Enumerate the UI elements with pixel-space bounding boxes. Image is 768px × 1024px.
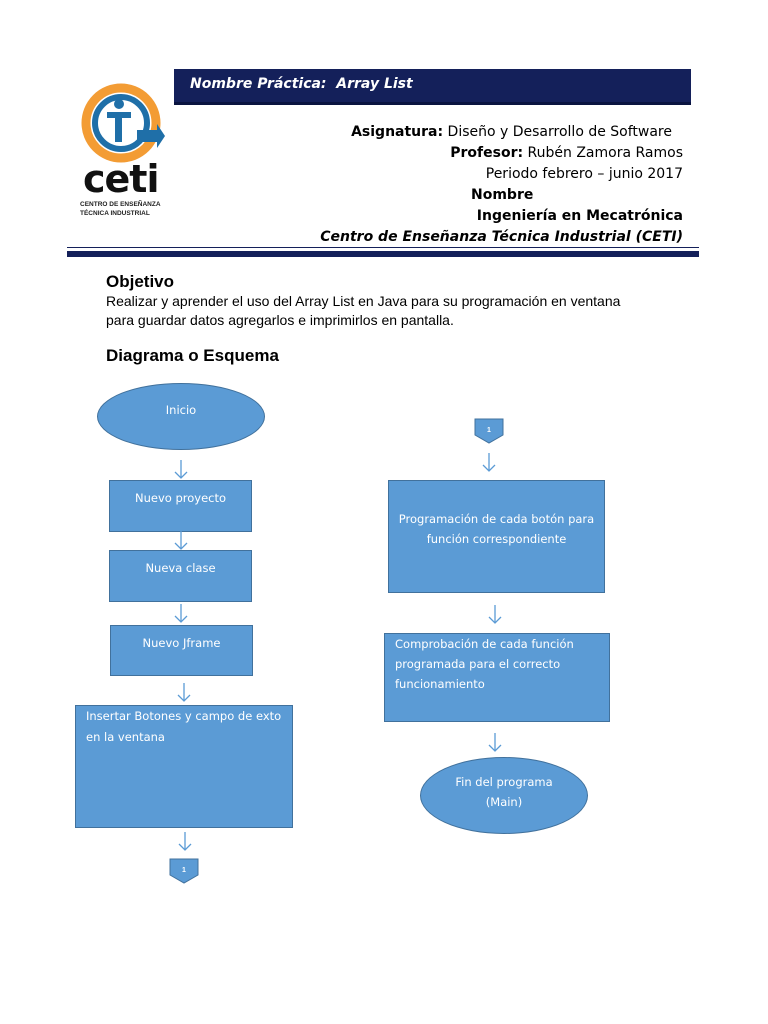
flow-insertar-line-2: en la ventana xyxy=(86,730,165,744)
arrow-down-icon xyxy=(482,453,496,473)
flow-fin-line-1: Fin del programa xyxy=(455,774,553,789)
flow-nueva-clase xyxy=(109,550,252,602)
offpage-connector-2 xyxy=(474,418,504,444)
objetivo-text-line-2: para guardar datos agregarlos e imprimirlos en pantalla. xyxy=(106,312,454,328)
diagrama-heading: Diagrama o Esquema xyxy=(106,346,279,365)
flow-nueva-clase-label: Nueva clase xyxy=(145,561,216,575)
flow-comprobacion-line-1: Comprobación de cada función xyxy=(395,637,574,651)
flow-programacion-line-1: Programación de cada botón para xyxy=(398,511,595,526)
offpage-connector-1 xyxy=(169,858,199,884)
arrow-down-icon xyxy=(488,733,502,753)
offpage-connector-2-label: 1 xyxy=(487,427,491,434)
arrow-down-icon xyxy=(174,531,188,551)
objetivo-text-line-1: Realizar y aprender el uso del Array List en Java para su programación en ventana xyxy=(106,293,621,309)
practice-name: Nombre Práctica: Array List xyxy=(190,76,413,92)
header-rule xyxy=(67,251,699,257)
arrow-down-icon xyxy=(488,605,502,625)
arrow-down-icon xyxy=(177,683,191,703)
profesor-label: Profesor: xyxy=(450,145,524,161)
periodo-line: Periodo febrero – junio 2017 xyxy=(485,166,683,182)
arrow-down-icon xyxy=(178,832,192,852)
arrow-down-icon xyxy=(174,460,188,480)
offpage-connector-1-label: 1 xyxy=(182,867,186,874)
flow-insertar-botones xyxy=(75,705,293,828)
flow-inicio-label: Inicio xyxy=(165,402,197,417)
objetivo-heading: Objetivo xyxy=(106,272,175,291)
asignatura-value: Diseño y Desarrollo de Software xyxy=(447,124,672,140)
profesor-line xyxy=(450,145,683,161)
flow-nuevo-proyecto xyxy=(109,480,252,532)
flow-nuevo-jframe-label: Nuevo Jframe xyxy=(142,635,221,650)
carrera-line: Ingeniería en Mecatrónica xyxy=(476,208,683,224)
asignatura-label: Asignatura: xyxy=(351,124,444,140)
nombre-line: Nombre xyxy=(471,187,534,203)
flow-comprobacion-line-2: programada para el correcto xyxy=(395,657,561,671)
asignatura-line xyxy=(351,124,672,140)
flow-nuevo-jframe xyxy=(110,625,253,676)
logo-wordmark: ceti xyxy=(83,157,159,201)
flow-programacion-botones xyxy=(388,480,605,593)
flow-inicio xyxy=(97,383,265,450)
flow-programacion-line-2: función correspondiente xyxy=(426,531,567,546)
flow-comprobacion-line-3: funcionamiento xyxy=(395,677,485,691)
flow-fin-programa xyxy=(420,757,588,834)
flow-insertar-line-1: Insertar Botones y campo de exto xyxy=(86,709,282,723)
profesor-value: Rubén Zamora Ramos xyxy=(527,145,683,161)
flow-nuevo-proyecto-label: Nuevo proyecto xyxy=(134,491,227,505)
logo-subtitle-1: CENTRO DE ENSEÑANZA xyxy=(80,201,161,208)
flow-comprobacion xyxy=(384,633,610,722)
flow-fin-line-2: (Main) xyxy=(485,794,523,809)
institucion-line: Centro de Enseñanza Técnica Industrial (CETI) xyxy=(320,229,683,245)
logo-subtitle-2: TÉCNICA INDUSTRIAL xyxy=(80,210,150,217)
header-rule-thin xyxy=(67,247,699,248)
arrow-down-icon xyxy=(174,604,188,624)
